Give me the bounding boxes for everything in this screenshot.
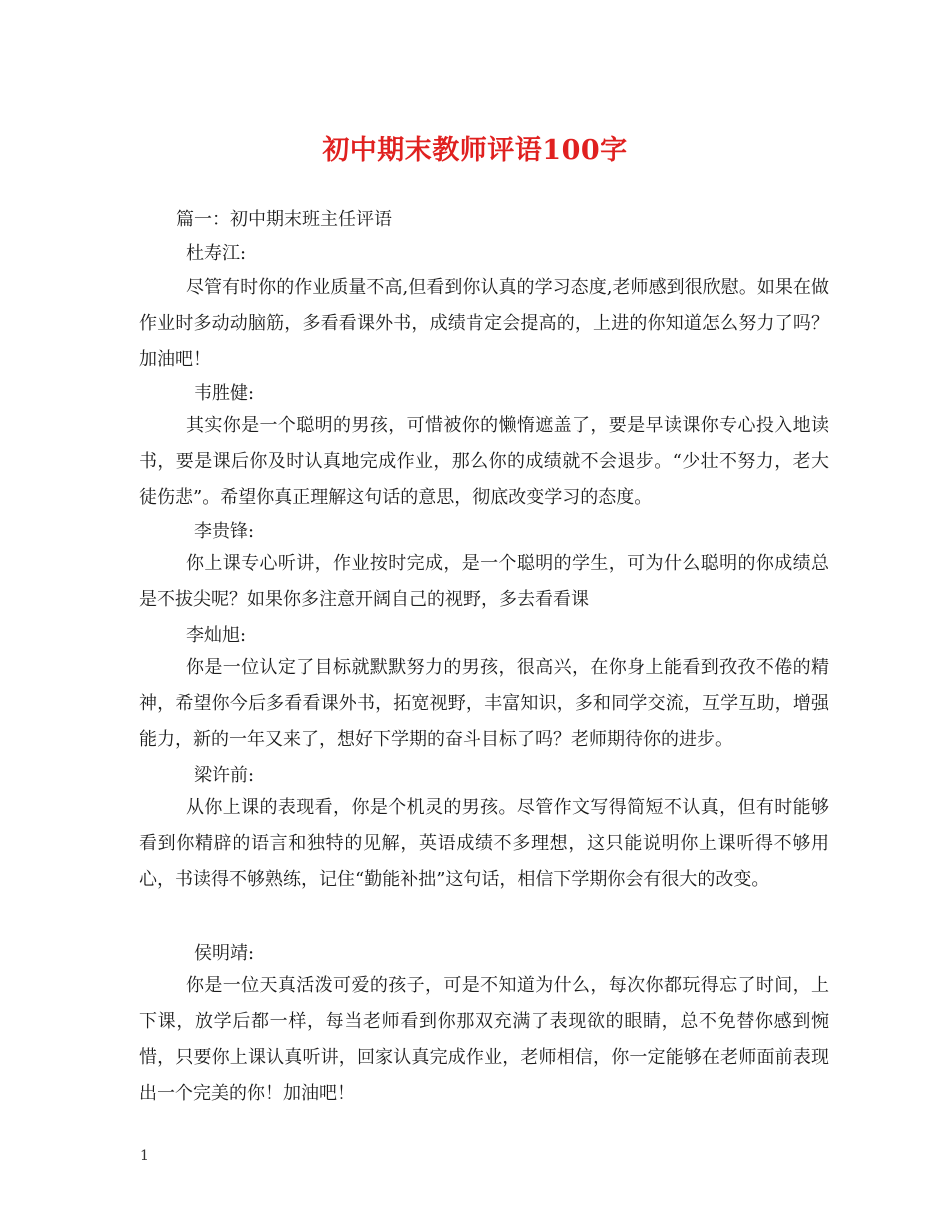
comment-paragraph-1: 尽管有时你的作业质量不高,但看到你认真的学习态度,老师感到很欣慰。如果在做作业时多动动脑筋，多看看课外书，成绩肯定会提高的，上进的你知道怎么努力了吗？加油吧！	[139, 277, 829, 370]
document-title: 初中期末教师评语100字	[322, 135, 628, 166]
comment-paragraph-4: 你是一位认定了目标就默默努力的男孩，很高兴，在你身上能看到孜孜不倦的精神，希望你今后多看看课外书，拓宽视野，丰富知识，多和同学交流，互学互助，增强能力，新的一年又来了，想好下学期的奋斗目标了吗？老师期待你的进步。	[139, 657, 829, 750]
comment-paragraph-2: 其实你是一个聪明的男孩，可惜被你的懒惰遮盖了，要是早读课你专心投入地读书，要是课后你及时认真地完成作业，那么你的成绩就不会退步。“少壮不努力，老大徒伤悲”。希望你真正理解这句话的意思，彻底改变学习的态度。	[139, 415, 829, 508]
comment-paragraph-3: 你上课专心听讲，作业按时完成，是一个聪明的学生，可为什么聪明的你成绩总是不拔尖呢？如果你多注意开阔自己的视野，多去看看课	[139, 553, 829, 610]
student-name-6: 侯明靖:	[194, 943, 255, 964]
page-number: 1	[140, 1148, 149, 1164]
student-name-4: 李灿旭:	[186, 625, 247, 646]
student-name-2: 韦胜健:	[194, 383, 255, 404]
student-name-5: 梁许前:	[194, 765, 255, 786]
student-name-3: 李贵锋:	[194, 521, 255, 542]
comment-paragraph-5: 从你上课的表现看，你是个机灵的男孩。尽管作文写得简短不认真，但有时能够看到你精辟的语言和独特的见解，英语成绩不多理想，这只能说明你上课听得不够用心，书读得不够熟练，记住“勤能补拙”这句话，相信下学期你会有很大的改变。	[139, 797, 829, 890]
student-name-1: 杜寿江:	[186, 243, 247, 264]
section-heading: 篇一：初中期末班主任评语	[176, 209, 392, 230]
comment-paragraph-6: 你是一位天真活泼可爱的孩子，可是不知道为什么，每次你都玩得忘了时间，上下课，放学后都一样，每当老师看到你那双充满了表现欲的眼睛，总不免替你感到惋惜，只要你上课认真听讲，回家认真完成作业，老师相信，你一定能够在老师面前表现出一个完美的你！加油吧！	[139, 975, 829, 1104]
